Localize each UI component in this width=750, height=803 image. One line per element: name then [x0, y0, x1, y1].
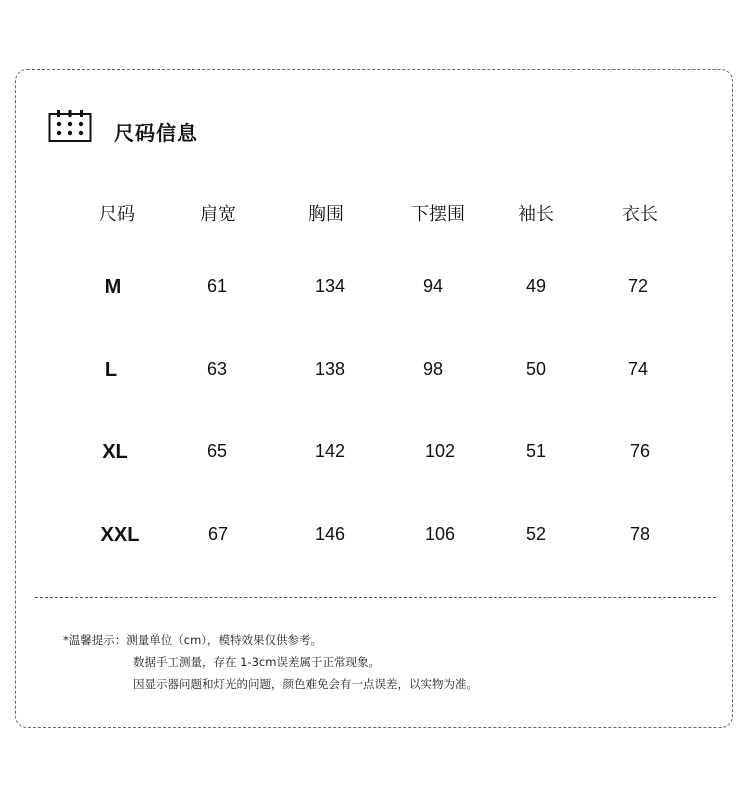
table-header	[0, 200, 750, 230]
shoulder-cell: 63	[206, 359, 228, 379]
note-line-2: 数据手工测量，存在 1-3cm误差属于正常现象。	[133, 655, 380, 669]
header-size: 尺码	[99, 204, 135, 225]
header-sleeve: 袖长	[518, 204, 554, 225]
hem-cell: 94	[422, 276, 444, 296]
size-cell: XXL	[100, 524, 140, 546]
section-title: 尺码信息	[114, 121, 198, 145]
note-line-1: *温馨提示：测量单位（cm），模特效果仅供参考。	[63, 633, 323, 647]
header-length: 衣长	[622, 204, 658, 225]
hem-cell: 98	[422, 359, 444, 379]
length-cell: 72	[627, 276, 649, 296]
length-cell: 76	[629, 441, 651, 461]
shoulder-cell: 61	[206, 276, 228, 296]
table-row	[0, 441, 750, 471]
chest-cell: 138	[314, 359, 346, 379]
size-info-card	[15, 69, 733, 728]
sleeve-cell: 50	[525, 359, 547, 379]
size-cell: XL	[102, 441, 128, 463]
size-cell: L	[104, 359, 118, 381]
calendar-icon	[48, 109, 92, 143]
sleeve-cell: 51	[525, 441, 547, 461]
header-chest: 胸围	[308, 204, 344, 225]
divider	[35, 597, 716, 598]
length-cell: 78	[629, 524, 651, 544]
header-shoulder: 肩宽	[200, 204, 236, 225]
chest-cell: 146	[314, 524, 346, 544]
chest-cell: 134	[314, 276, 346, 296]
shoulder-cell: 65	[206, 441, 228, 461]
hem-cell: 106	[424, 524, 456, 544]
note-line-3: 因显示器问题和灯光的问题，颜色难免会有一点误差，以实物为准。	[133, 677, 478, 691]
size-cell: M	[104, 276, 122, 298]
table-row	[0, 276, 750, 306]
table-row	[0, 524, 750, 554]
hem-cell: 102	[424, 441, 456, 461]
length-cell: 74	[627, 359, 649, 379]
header-hem: 下摆围	[411, 204, 465, 225]
sleeve-cell: 52	[525, 524, 547, 544]
sleeve-cell: 49	[525, 276, 547, 296]
shoulder-cell: 67	[207, 524, 229, 544]
chest-cell: 142	[314, 441, 346, 461]
table-row	[0, 359, 750, 389]
